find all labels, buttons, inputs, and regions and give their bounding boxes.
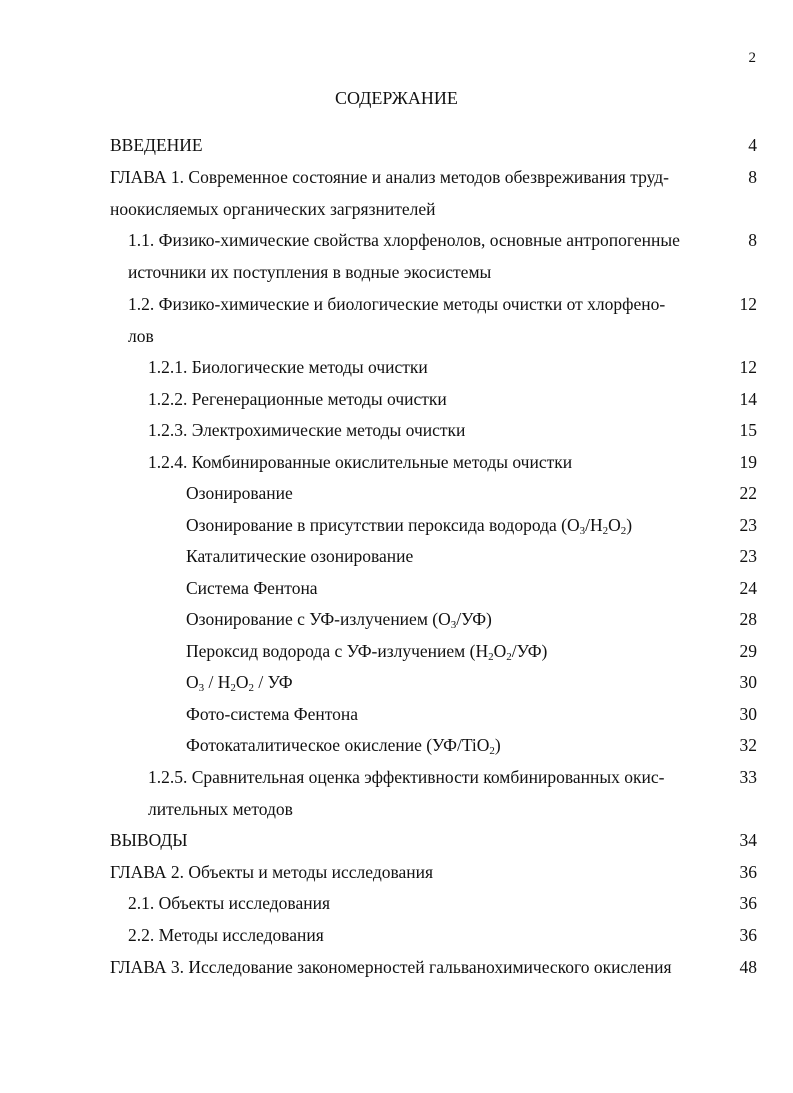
toc-entry-title: Озонирование в присутствии пероксида водорода $(O_3/H_2O_2)$	[186, 515, 633, 537]
toc-entry-page: 29	[739, 641, 757, 661]
toc-entry-page: 36	[739, 925, 757, 945]
toc-entry-page: 19	[739, 452, 757, 472]
toc-entry-page: 23	[739, 546, 757, 566]
toc-entry-page: 33	[739, 767, 757, 787]
page-title: СОДЕРЖАНИЕ	[335, 88, 458, 108]
toc-entry-title: Система Фентона	[186, 578, 318, 598]
toc-entry-title: ГЛАВА 1. Современное состояние и анализ методов обезвреживания труд- ноокисляемых органических загрязнителей	[110, 167, 669, 219]
toc-entry-page: 48	[739, 957, 757, 977]
toc-entry-title: 1.2. Физико-химические и биологические методы очистки от хлорфено- лов	[128, 294, 666, 346]
toc-entry-title: 2.2. Методы исследования	[128, 925, 324, 945]
toc-entry-title: Озонирование с УФ-излучением $(O_3/УФ)$	[186, 609, 492, 631]
toc-entry-page: 24	[739, 578, 757, 598]
toc-entry-page: 28	[739, 609, 757, 629]
toc-entry-title: 2.1. Объекты исследования	[128, 893, 331, 913]
toc-entry-title: Фото-система Фентона	[186, 704, 359, 724]
toc-entry-page: 34	[739, 830, 757, 850]
toc-entry-title: 1.2.2. Регенерационные методы очистки	[148, 389, 447, 409]
toc-entry-title: 1.1. Физико-химические свойства хлорфенолов, основные антропогенные источники их поступления в водные экосистемы	[128, 230, 680, 282]
toc-entry-title: ВЫВОДЫ	[110, 830, 188, 850]
toc-entry-page: 15	[739, 420, 757, 440]
toc-entry-title: ГЛАВА 3. Исследование закономерностей гальванохимического окисления	[110, 957, 672, 977]
toc-entry-title: ВВЕДЕНИЕ	[110, 135, 203, 155]
toc-entry-page: 36	[739, 893, 757, 913]
toc-entry-title: Фотокаталитическое окисление (УФ/TiO$_2$)	[186, 735, 501, 757]
toc-entry-page: 8	[748, 167, 757, 187]
toc-entry-title: 1.2.4. Комбинированные окислительные методы очистки	[148, 452, 573, 472]
toc-entry-title: ГЛАВА 2. Объекты и методы исследования	[110, 862, 434, 882]
toc-entry-page: 32	[739, 735, 757, 755]
toc-entry-title: 1.2.3. Электрохимические методы очистки	[148, 420, 466, 440]
toc-entry-page: 22	[739, 483, 757, 503]
toc-entry-page: 30	[739, 672, 757, 692]
page-number: 2	[748, 50, 756, 66]
toc-entry-title: 1.2.5. Сравнительная оценка эффективности комбинированных окис- лительных методов	[148, 767, 665, 819]
toc-entry-title: Озонирование	[186, 483, 293, 503]
toc-entry-page: 8	[748, 230, 757, 250]
toc-entry-page: 14	[739, 389, 757, 409]
toc-entry-title: Каталитические озонирование	[186, 546, 414, 566]
toc-entry-page: 23	[739, 515, 757, 535]
toc-entry-page: 4	[748, 135, 757, 155]
toc-entry-page: 30	[739, 704, 757, 724]
toc-entry-page: 12	[739, 357, 757, 377]
toc-entry-title: Пероксид водорода с УФ-излучением $(H_2O_2/УФ)$	[186, 641, 548, 663]
toc-entry-title: $O_3 / H_2O_2$ / УФ	[186, 672, 293, 694]
toc-entry-title: 1.2.1. Биологические методы очистки	[148, 357, 428, 377]
toc-entry-page: 12	[739, 294, 757, 314]
toc-entry-page: 36	[739, 862, 757, 882]
